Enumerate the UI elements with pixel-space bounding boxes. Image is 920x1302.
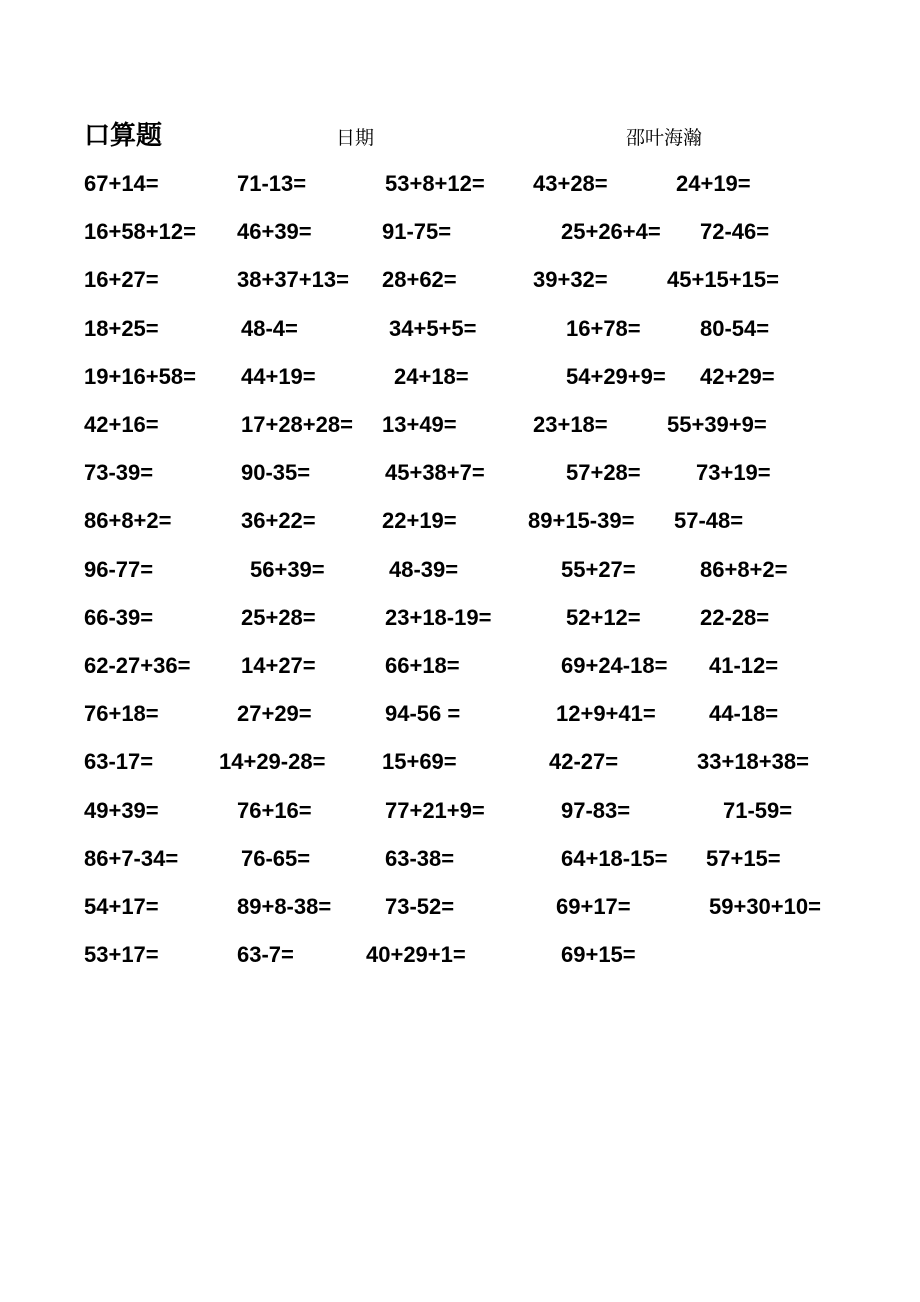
arithmetic-problem: 54+29+9= — [566, 364, 666, 389]
arithmetic-problem: 41-12= — [709, 653, 779, 678]
arithmetic-problem: 96-77= — [84, 557, 154, 582]
arithmetic-problem: 13+49= — [382, 412, 457, 437]
arithmetic-problem: 71-59= — [723, 798, 793, 823]
arithmetic-problem: 71-13= — [237, 171, 307, 196]
arithmetic-problem: 63-38= — [385, 846, 455, 871]
worksheet-title: 口算题 — [84, 121, 163, 151]
arithmetic-problem: 86+8+2= — [84, 508, 172, 533]
arithmetic-problem: 24+19= — [676, 171, 751, 196]
arithmetic-problem: 12+9+41= — [556, 701, 656, 726]
arithmetic-problem: 44+19= — [241, 364, 316, 389]
arithmetic-problem: 16+58+12= — [84, 219, 196, 244]
arithmetic-problem: 42+29= — [700, 364, 775, 389]
arithmetic-problem: 76-65= — [241, 846, 311, 871]
arithmetic-problem: 56+39= — [250, 557, 325, 582]
arithmetic-problem: 73+19= — [696, 460, 771, 485]
arithmetic-problem: 48-39= — [389, 557, 459, 582]
arithmetic-problem: 77+21+9= — [385, 798, 485, 823]
arithmetic-problem: 25+28= — [241, 605, 316, 630]
arithmetic-problem: 90-35= — [241, 460, 311, 485]
arithmetic-problem: 76+18= — [84, 701, 159, 726]
arithmetic-problem: 36+22= — [241, 508, 316, 533]
arithmetic-problem: 63-7= — [237, 942, 294, 967]
arithmetic-problem: 23+18-19= — [385, 605, 492, 630]
arithmetic-problem: 45+15+15= — [667, 267, 779, 292]
arithmetic-problem: 42-27= — [549, 749, 619, 774]
arithmetic-problem: 22-28= — [700, 605, 770, 630]
arithmetic-problem: 23+18= — [533, 412, 608, 437]
arithmetic-problem: 53+8+12= — [385, 171, 485, 196]
arithmetic-problem: 42+16= — [84, 412, 159, 437]
student-name: 邵叶海瀚 — [626, 127, 703, 149]
arithmetic-problem: 86+7-34= — [84, 846, 179, 871]
arithmetic-problem: 53+17= — [84, 942, 159, 967]
arithmetic-problem: 73-52= — [385, 894, 455, 919]
arithmetic-problem: 22+19= — [382, 508, 457, 533]
arithmetic-problem: 63-17= — [84, 749, 154, 774]
arithmetic-problem: 38+37+13= — [237, 267, 349, 292]
arithmetic-problem: 17+28+28= — [241, 412, 353, 437]
arithmetic-problem: 54+17= — [84, 894, 159, 919]
arithmetic-problem: 14+29-28= — [219, 749, 326, 774]
arithmetic-problem: 40+29+1= — [366, 942, 466, 967]
arithmetic-problem: 57-48= — [674, 508, 744, 533]
arithmetic-problem: 69+24-18= — [561, 653, 668, 678]
arithmetic-problem: 94-56 = — [385, 701, 461, 726]
arithmetic-problem: 19+16+58= — [84, 364, 196, 389]
arithmetic-problem: 55+39+9= — [667, 412, 767, 437]
arithmetic-problem: 43+28= — [533, 171, 608, 196]
arithmetic-problem: 16+78= — [566, 316, 641, 341]
arithmetic-problem: 27+29= — [237, 701, 312, 726]
arithmetic-problem: 15+69= — [382, 749, 457, 774]
arithmetic-problem: 25+26+4= — [561, 219, 661, 244]
arithmetic-problem: 89+8-38= — [237, 894, 332, 919]
arithmetic-problem: 66+18= — [385, 653, 460, 678]
arithmetic-problem: 59+30+10= — [709, 894, 821, 919]
arithmetic-problem: 46+39= — [237, 219, 312, 244]
arithmetic-problem: 28+62= — [382, 267, 457, 292]
arithmetic-problem: 34+5+5= — [389, 316, 477, 341]
arithmetic-problem: 62-27+36= — [84, 653, 191, 678]
date-label: 日期 — [336, 127, 375, 149]
arithmetic-problem: 91-75= — [382, 219, 452, 244]
arithmetic-problem: 69+15= — [561, 942, 636, 967]
arithmetic-problem: 48-4= — [241, 316, 298, 341]
arithmetic-problem: 18+25= — [84, 316, 159, 341]
arithmetic-problem: 86+8+2= — [700, 557, 788, 582]
arithmetic-problem: 39+32= — [533, 267, 608, 292]
arithmetic-problem: 69+17= — [556, 894, 631, 919]
arithmetic-problem: 55+27= — [561, 557, 636, 582]
arithmetic-problem: 89+15-39= — [528, 508, 635, 533]
arithmetic-problem: 44-18= — [709, 701, 779, 726]
arithmetic-problem: 67+14= — [84, 171, 159, 196]
arithmetic-problem: 24+18= — [394, 364, 469, 389]
arithmetic-problem: 45+38+7= — [385, 460, 485, 485]
arithmetic-problem: 80-54= — [700, 316, 770, 341]
arithmetic-problem: 52+12= — [566, 605, 641, 630]
arithmetic-problem: 33+18+38= — [697, 749, 809, 774]
arithmetic-problem: 76+16= — [237, 798, 312, 823]
arithmetic-problem: 16+27= — [84, 267, 159, 292]
arithmetic-problem: 73-39= — [84, 460, 154, 485]
arithmetic-problem: 72-46= — [700, 219, 770, 244]
arithmetic-problem: 14+27= — [241, 653, 316, 678]
arithmetic-problem: 49+39= — [84, 798, 159, 823]
arithmetic-problem: 66-39= — [84, 605, 154, 630]
arithmetic-problem: 57+15= — [706, 846, 781, 871]
arithmetic-problem: 64+18-15= — [561, 846, 668, 871]
arithmetic-problem: 97-83= — [561, 798, 631, 823]
arithmetic-problem: 57+28= — [566, 460, 641, 485]
